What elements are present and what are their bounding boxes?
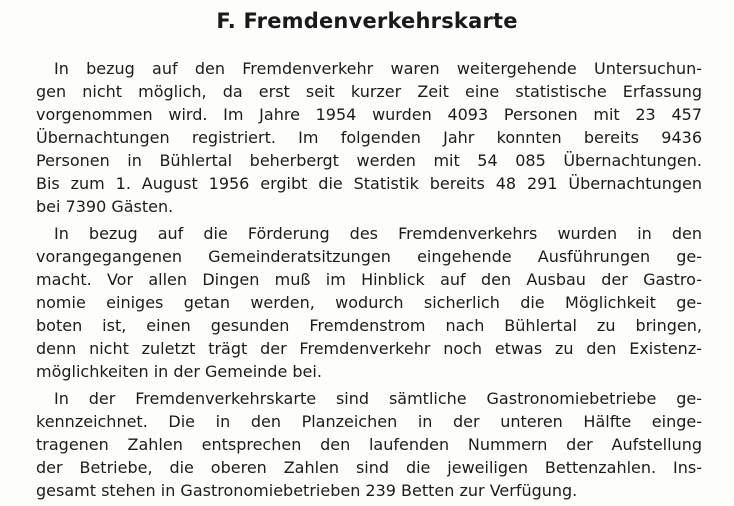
text-line: vorangegangenen Gemeinderatsitzungen eingehende Ausführungen ge- <box>36 247 702 266</box>
text-line: der Betriebe, die oberen Zahlen sind die jeweiligen Bettenzahlen. Ins- <box>36 458 702 477</box>
text-line: In bezug auf den Fremdenverkehr waren weitergehende Untersuchun- <box>54 59 702 78</box>
text-line: gen nicht möglich, da erst seit kurzer Zeit eine statistische Erfassung <box>36 82 702 101</box>
document-body <box>36 57 702 502</box>
text-line: tragenen Zahlen entsprechen den laufenden Nummern der Aufstellung <box>36 435 702 454</box>
text-line: gesamt stehen in Gastronomiebetrieben 239 Betten zur Verfügung. <box>36 481 578 500</box>
text-line: boten ist, einen gesunden Fremdenstrom nach Bühlertal zu bringen, <box>36 316 702 335</box>
section-title: F. Fremdenverkehrskarte <box>216 9 518 33</box>
text-line: Übernachtungen registriert. Im folgenden Jahr konnten bereits 9436 <box>36 128 702 147</box>
text-line: In der Fremdenverkehrskarte sind sämtliche Gastronomiebetriebe ge- <box>54 389 702 408</box>
text-line: Personen in Bühlertal beherbergt werden mit 54 085 Übernachtungen. <box>36 151 702 170</box>
paragraph-tourism-statistics <box>36 57 702 218</box>
text-line: In bezug auf die Förderung des Fremdenverkehrs wurden in den <box>54 224 702 243</box>
text-line: nomie einiges getan werden, wodurch sicherlich die Möglichkeit ge- <box>36 293 702 312</box>
text-line: Bis zum 1. August 1956 ergibt die Statistik bereits 48 291 Übernachtungen <box>36 174 702 193</box>
paragraph-tourism-map <box>36 387 702 502</box>
text-line: bei 7390 Gästen. <box>36 197 174 216</box>
text-line: kennzeichnet. Die in den Planzeichen in der unteren Hälfte einge- <box>36 412 702 431</box>
paragraph-tourism-promotion <box>36 222 702 383</box>
text-line: vorgenommen wird. Im Jahre 1954 wurden 4093 Personen mit 23 457 <box>36 105 702 124</box>
text-line: möglichkeiten in der Gemeinde bei. <box>36 362 322 381</box>
text-line: macht. Vor allen Dingen muß im Hinblick auf den Ausbau der Gastro- <box>36 270 702 289</box>
text-line: denn nicht zuletzt trägt der Fremdenverkehr noch etwas zu den Existenz- <box>36 339 702 358</box>
